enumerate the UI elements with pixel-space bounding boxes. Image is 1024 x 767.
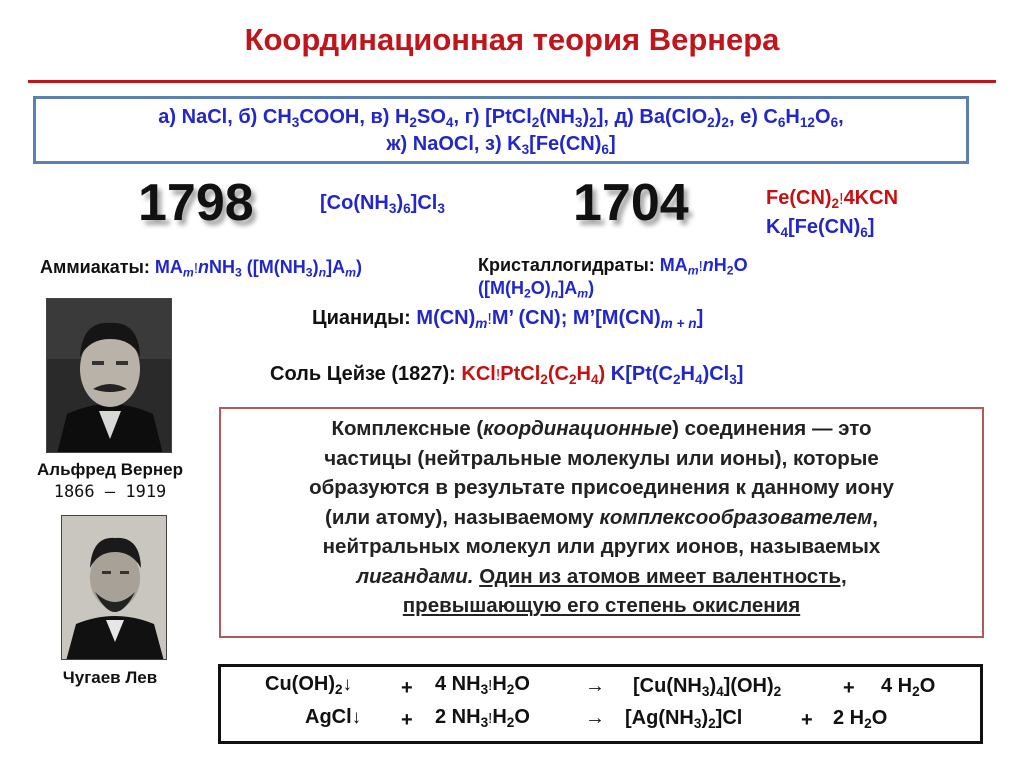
year-1798: 1798 bbox=[138, 174, 254, 232]
formula-prussian-2: $K_4[Fe(CN)_6]$ bbox=[766, 216, 875, 240]
chugaev-portrait bbox=[61, 515, 167, 660]
formula-cobalt-complex: $[Co(NH_3)_6]Cl_3$ bbox=[320, 192, 445, 216]
eq2-reactant-2: 2 $NH_3!H_2O$ bbox=[435, 706, 530, 730]
definition-line: образуются в результате присоединения к данному иону bbox=[309, 476, 894, 499]
werner-portrait bbox=[46, 298, 172, 453]
formula-prussian-1: $Fe(CN)_2!4KCN$ bbox=[766, 187, 899, 211]
chugaev-name: Чугаев Лев bbox=[62, 668, 158, 687]
werner-name: Альфред Вернер bbox=[37, 460, 183, 479]
page-title: Координационная теория Вернера bbox=[244, 22, 780, 57]
examples-line-2: ж) NaOCl, з) $K_3[Fe(CN)_6]$ bbox=[386, 133, 616, 157]
definition-box bbox=[219, 407, 984, 638]
eq2-arrow: → bbox=[585, 707, 605, 729]
eq1-plus: + bbox=[401, 677, 413, 699]
eq1-product-1: $[Cu(NH_3)_4](OH)_2$ bbox=[633, 675, 782, 699]
portrait-photo-icon bbox=[47, 299, 172, 453]
crystal-hydrates-formula: $([M(H_2O)_n]A_m)$ bbox=[478, 278, 595, 301]
definition-line: нейтральных молекул или других ионов, называемых bbox=[322, 535, 881, 558]
definition-line: превышающую его степень окисления bbox=[402, 594, 801, 617]
definition-line: Комплексные (координационные) соединения — это bbox=[331, 417, 872, 440]
definition-line: (или атому), называемому комплексообразователем, bbox=[325, 505, 878, 529]
crystal-hydrates-line: Кристаллогидраты: $MA_m!nH_2O$ bbox=[478, 255, 748, 278]
eq2-product-1: $[Ag(NH_3)_2]Cl$ bbox=[625, 707, 743, 731]
ammines-line: Аммиакаты: $MA_m!nNH_3$ $([M(NH_3)_n]A_m)$ bbox=[40, 257, 362, 280]
eq1-product-2: 4 $H_2O$ bbox=[881, 675, 936, 699]
eq2-plus-2: + bbox=[801, 709, 813, 731]
examples-box bbox=[33, 96, 969, 164]
zeise-salt-line: Соль Цейзе (1827): $KCl!PtCl_2(C_2H_4)$ $K[Pt(C_2H_4)Cl_3]$ bbox=[270, 363, 744, 387]
definition-line: частицы (нейтральные молекулы или ионы), которые bbox=[324, 446, 879, 470]
eq2-plus: + bbox=[401, 709, 413, 731]
eq2-reactant-1: AgCl↓ bbox=[305, 706, 362, 728]
eq1-reactant-1: $Cu(OH)_2↓$ bbox=[265, 673, 353, 697]
cyanides-line: Цианиды: $M(CN)_m!M$’ (CN); $M’[M(CN)_{m + n}]$ bbox=[312, 307, 704, 331]
eq1-plus-2: + bbox=[843, 677, 855, 699]
portrait-photo-icon bbox=[62, 516, 167, 660]
definition-line: лигандами. Один из атомов имеет валентность, bbox=[356, 564, 847, 588]
eq1-reactant-2: 4 $NH_3!H_2O$ bbox=[435, 673, 530, 697]
equations-box bbox=[218, 664, 983, 744]
title-divider bbox=[28, 80, 996, 83]
werner-years: 1866 — 1919 bbox=[53, 482, 167, 502]
examples-line-1: а) NaCl, б) $CH_3COOH$, в) $H_2SO_4$, г) $[PtCl_2(NH_3)_2]$, д) $Ba(ClO_2)_2$, е) $C_6H_{12}O_6$, bbox=[158, 106, 844, 130]
eq1-arrow: → bbox=[585, 675, 605, 697]
eq2-product-2: 2 $H_2O$ bbox=[833, 707, 888, 731]
year-1704: 1704 bbox=[573, 174, 689, 232]
